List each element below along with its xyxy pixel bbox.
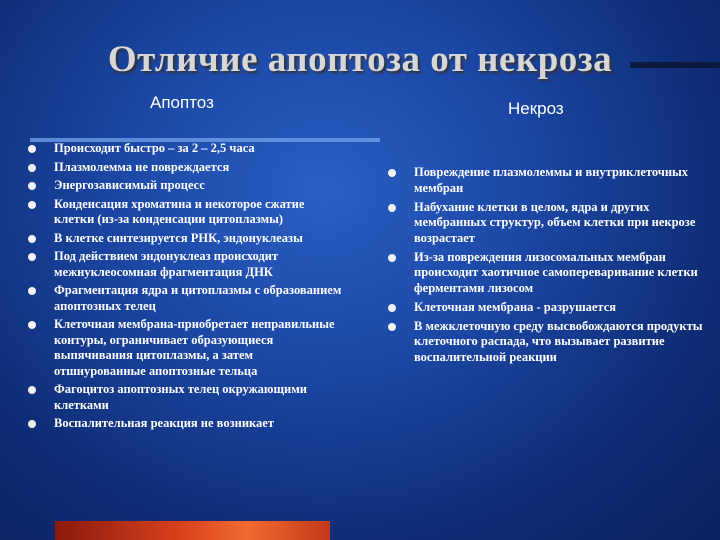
bullet-dot-icon [388, 254, 396, 262]
list-item [28, 141, 343, 157]
bullet-dot-icon [28, 164, 36, 172]
decor-band-bottom [55, 521, 330, 540]
bullet-dot-icon [28, 386, 36, 394]
list-item [28, 249, 343, 280]
list-item-text: Под действием эндонуклеаз происходит межнуклеосомная фрагментация ДНК [54, 249, 279, 279]
list-item-text: Набухание клетки в целом, ядра и других мембранных структур, объем клетки при некрозе возрастает [414, 199, 696, 245]
bullet-dot-icon [28, 321, 36, 329]
list-item [28, 178, 343, 194]
list-item [388, 319, 716, 366]
list-item [28, 283, 343, 314]
bullet-dot-icon [28, 145, 36, 153]
list-item-text: В межклеточную среду высвобождаются продукты клеточного распада, что вызывает развитие воспалительной реакции [414, 318, 703, 364]
bullet-dot-icon [28, 201, 36, 209]
list-item [388, 250, 716, 297]
list-item [28, 382, 343, 413]
list-item-text: Из-за повреждения лизосомальных мембран происходит хаотичное самопереваривание клетки ферментами лизосом [414, 249, 698, 295]
list-item [388, 300, 716, 316]
bullet-dot-icon [388, 169, 396, 177]
slide-title: Отличие апоптоза от некроза [107, 39, 613, 80]
list-item-text: Энергозависимый процесс [54, 178, 205, 192]
list-item-text: Клеточная мембрана-приобретает неправильные контуры, ограничивает образующиеся выпячивания цитоплазмы, а затем отшнурованные апоптозные тельца [54, 317, 335, 378]
list-item-text: Воспалительная реакция не возникает [54, 416, 274, 430]
bullet-dot-icon [28, 253, 36, 261]
list-item-text: Повреждение плазмолеммы и внутриклеточных мембран [414, 165, 689, 195]
list-item-text: Клеточная мембрана - разрушается [414, 299, 617, 314]
list-item [28, 317, 343, 379]
list-item [28, 231, 343, 247]
bullet-dot-icon [28, 420, 36, 428]
bullet-dot-icon [28, 287, 36, 295]
list-item-text: Фагоцитоз апоптозных телец окружающими клетками [54, 382, 307, 412]
list-item [388, 165, 716, 196]
list-item-text: Фрагментация ядра и цитоплазмы с образованием апоптозных телец [54, 283, 342, 313]
bullet-dot-icon [388, 304, 396, 312]
list-item [28, 160, 343, 176]
bullet-dot-icon [388, 323, 396, 331]
apoptosis-heading: Апоптоз [150, 93, 214, 112]
list-item [388, 200, 716, 247]
bullet-dot-icon [388, 204, 396, 212]
list-item [28, 416, 343, 432]
bullet-dot-icon [28, 182, 36, 190]
necrosis-heading: Некроз [508, 99, 564, 118]
list-item-text: В клетке синтезируется РНК, эндонуклеазы [54, 230, 303, 245]
list-item-text: Конденсация хроматина и некоторое сжатие клетки (из-за конденсации цитоплазмы) [54, 196, 305, 226]
bullet-dot-icon [28, 235, 36, 243]
apoptosis-list [28, 141, 343, 435]
list-item-text: Плазмолемма не повреждается [54, 159, 230, 174]
list-item [28, 197, 343, 228]
necrosis-list [388, 165, 716, 369]
list-item-text: Происходит быстро – за 2 – 2,5 часа [54, 141, 255, 155]
